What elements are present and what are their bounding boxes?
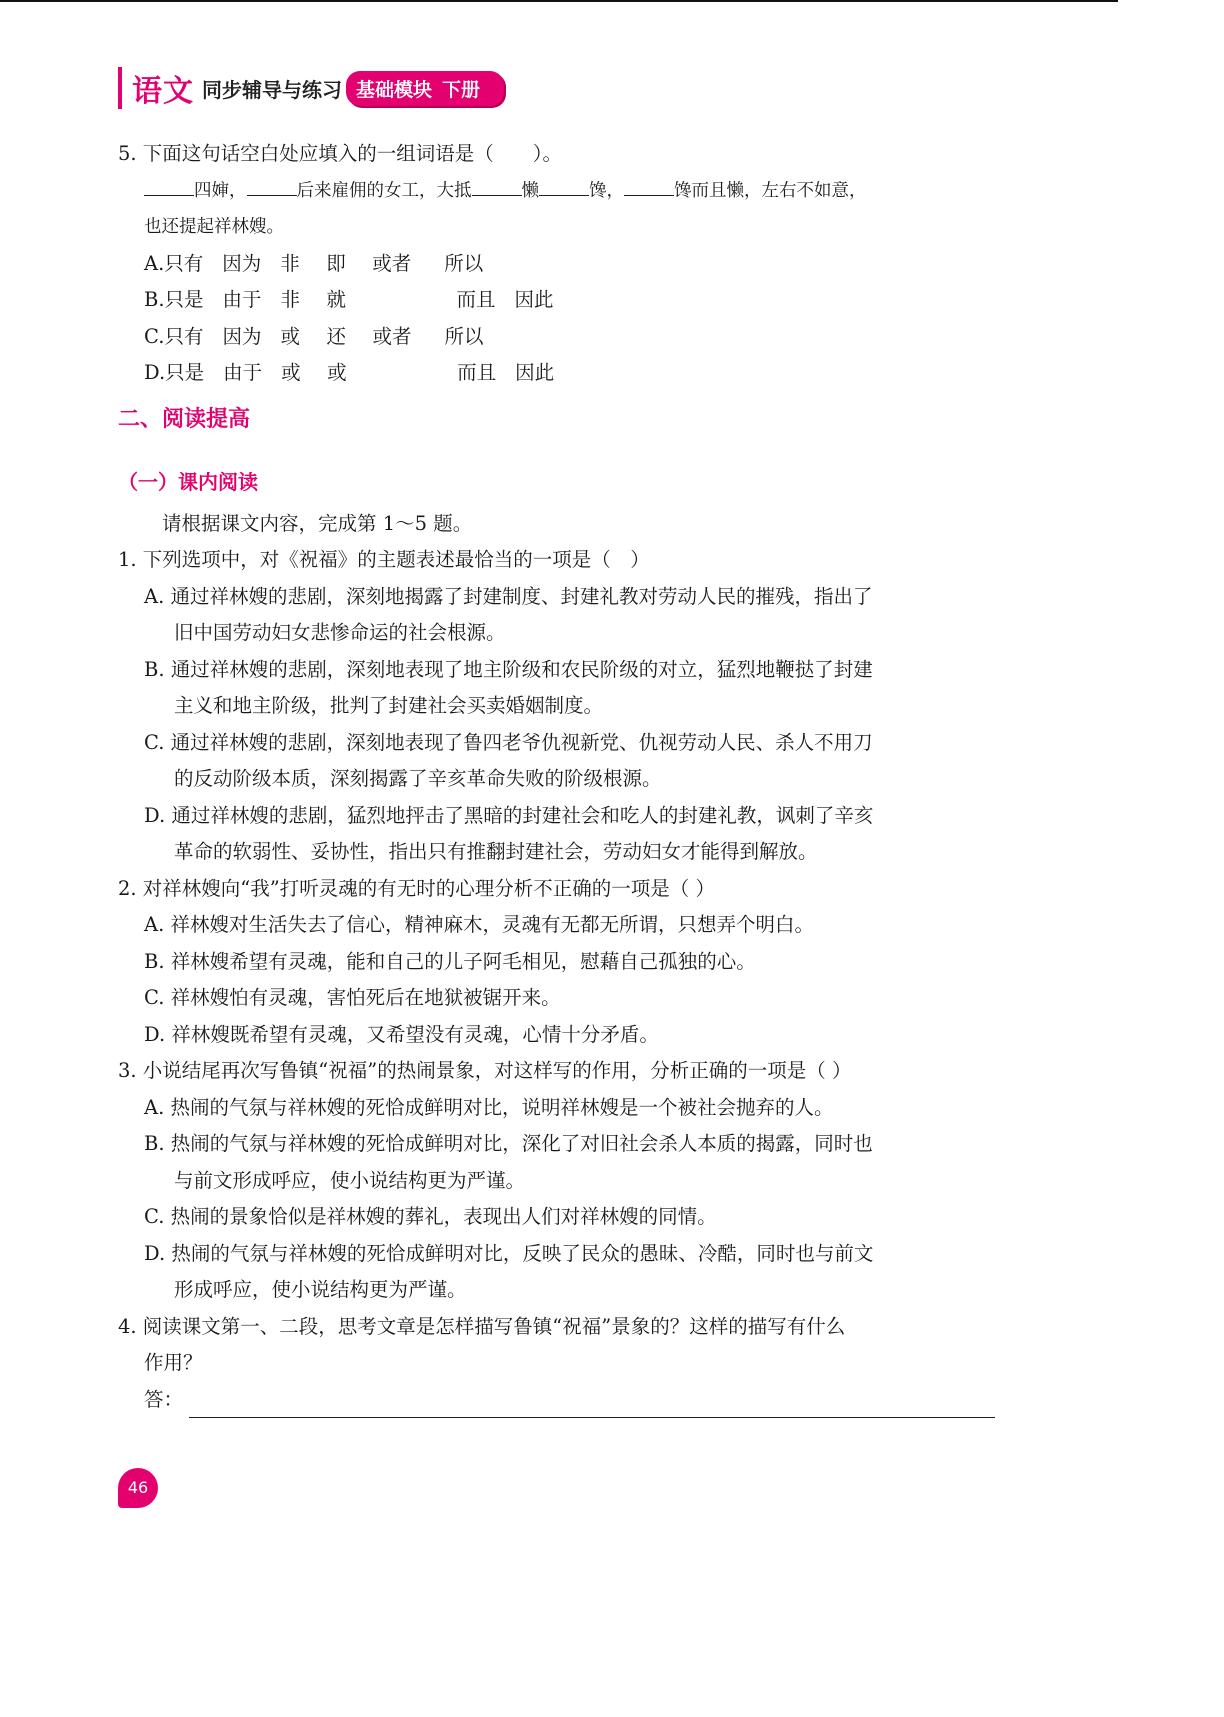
fill-sentence-line-2: 也还提起祥林嫂。: [144, 217, 284, 237]
fill-blank: [624, 177, 674, 196]
top-rule: [0, 0, 1118, 2]
option-line: B. 通过祥林嫂的悲剧，深刻地表现了地主阶级和农民阶级的对立，猛烈地鞭挞了封建: [144, 657, 873, 681]
sentence-text: 后来雇佣的女工，大抵: [296, 180, 472, 201]
option-word: 非: [280, 288, 301, 311]
option-line: D. 热闹的气氛与祥林嫂的死恰成鲜明对比，反映了民众的愚昧、冷酷，同时也与前文: [144, 1241, 874, 1265]
option-line: A. 祥林嫂对生活失去了信心，精神麻木，灵魂有无都无所谓，只想弄个明白。: [144, 913, 814, 936]
fill-blank: [144, 177, 194, 196]
option-word: 还: [326, 324, 346, 348]
question-stem-continued: 作用？: [144, 1351, 203, 1374]
option-word: 只有: [164, 251, 204, 275]
option-word: 非: [280, 251, 300, 275]
subsection-title: （一）课内阅读: [118, 469, 258, 494]
option-letter: A.: [144, 251, 165, 275]
option-word: 因为: [222, 324, 262, 348]
option-word: 就: [326, 288, 347, 311]
instruction-text: 请根据课文内容，完成第 1～5 题。: [162, 511, 473, 535]
option-word: 或者: [372, 324, 412, 348]
option-word: 或者: [372, 251, 412, 275]
question-stem: 5. 下面这句话空白处应填入的一组词语是（ ）。: [118, 142, 563, 165]
option-word: 或: [281, 361, 301, 384]
fill-blank: [472, 177, 522, 196]
option-word: 只是: [165, 361, 205, 384]
header-badge: [346, 71, 504, 106]
option-line-continued: 与前文形成呼应，使小说结构更为严谨。: [174, 1168, 526, 1192]
sentence-text: 四婶，: [194, 180, 247, 201]
option-word: 所以: [444, 324, 484, 348]
fill-sentence-line-1: [118, 173, 998, 210]
option-line: D. 祥林嫂既希望有灵魂，又希望没有灵魂，心情十分矛盾。: [144, 1022, 659, 1046]
option-b: [118, 282, 998, 319]
header-subject: 语文: [132, 74, 194, 109]
option-letter: D.: [144, 361, 166, 384]
option-word: 只是: [164, 288, 204, 311]
option-letter: B.: [144, 288, 165, 311]
option-word: 即: [326, 251, 346, 275]
page-number: 46: [118, 1468, 158, 1508]
header-accent-bar: [118, 67, 122, 109]
sentence-text: 懒: [521, 180, 539, 201]
option-line: A. 热闹的气氛与祥林嫂的死恰成鲜明对比，说明祥林嫂是一个被社会抛弃的人。: [144, 1095, 834, 1119]
option-line-continued: 的反动阶级本质，深刻揭露了辛亥革命失败的阶级根源。: [174, 767, 662, 790]
option-line: D. 通过祥林嫂的悲剧，猛烈地抨击了黑暗的封建社会和吃人的封建礼教，讽刺了辛亥: [144, 803, 874, 827]
option-line: C. 通过祥林嫂的悲剧，深刻地表现了鲁四老爷仇视新党、仇视劳动人民、杀人不用刀: [144, 730, 873, 754]
option-line: B. 祥林嫂希望有灵魂，能和自己的儿子阿毛相见，慰藉自己孤独的心。: [144, 949, 756, 973]
option-line: C. 祥林嫂怕有灵魂，害怕死后在地狱被锯开来。: [144, 986, 561, 1009]
option-word: 或: [327, 361, 347, 384]
header-badge-volume: 下册: [442, 78, 481, 101]
question-stem: 3. 小说结尾再次写鲁镇“祝福”的热闹景象，对这样写的作用，分析正确的一项是（ ）: [118, 1059, 852, 1082]
sentence-text: 馋而且懒，左右不如意，: [674, 180, 867, 201]
option-word: 因此: [514, 288, 554, 311]
answer-row: [118, 1382, 998, 1419]
option-word: 由于: [222, 288, 262, 311]
header-series: 同步辅导与练习: [202, 77, 342, 102]
option-word: 而且: [456, 288, 496, 311]
option-line: A. 通过祥林嫂的悲剧，深刻地揭露了封建制度、封建礼教对劳动人民的摧残，指出了: [144, 584, 873, 608]
option-c: [118, 319, 998, 356]
answer-input-line[interactable]: [189, 1391, 995, 1418]
answer-label: 答：: [144, 1387, 184, 1411]
option-line-continued: 主义和地主阶级，批判了封建社会买卖婚姻制度。: [174, 694, 604, 717]
option-line: C. 热闹的景象恰似是祥林嫂的葬礼，表现出人们对祥林嫂的同情。: [144, 1205, 717, 1228]
option-line-continued: 革命的软弱性、妥协性，指出只有推翻封建社会，劳动妇女才能得到解放。: [174, 840, 818, 863]
subsection-heading-row: [118, 444, 998, 506]
option-line-continued: 形成呼应，使小说结构更为严谨。: [174, 1278, 467, 1301]
question-stem: 2. 对祥林嫂向“我”打听灵魂的有无时的心理分析不正确的一项是（ ）: [118, 876, 715, 900]
option-word: 或: [280, 324, 300, 348]
option-line-continued: 旧中国劳动妇女悲惨命运的社会根源。: [174, 621, 506, 644]
option-word: 由于: [223, 361, 263, 384]
fill-blank: [247, 177, 297, 196]
option-letter: C.: [144, 324, 165, 348]
page-content: [118, 136, 998, 1418]
header-badge-module: 基础模块: [356, 78, 433, 101]
question-stem: 4. 阅读课文第一、二段，思考文章是怎样描写鲁镇“祝福”景象的？这样的描写有什么: [118, 1314, 846, 1338]
option-word: 因此: [515, 361, 555, 384]
option-word: 只有: [164, 324, 204, 348]
fill-blank: [539, 177, 589, 196]
option-word: 因为: [222, 251, 262, 275]
sentence-text: 馋，: [589, 180, 624, 201]
option-word: 所以: [444, 251, 484, 275]
option-word: 而且: [457, 361, 497, 384]
option-line: B. 热闹的气氛与祥林嫂的死恰成鲜明对比，深化了对旧社会杀人本质的揭露，同时也: [144, 1132, 873, 1155]
option-d: [118, 355, 998, 392]
section-heading-row: [118, 392, 998, 444]
page-header: [118, 66, 504, 110]
question-stem: 1. 下列选项中，对《祝福》的主题表述最恰当的一项是（ ）: [118, 548, 650, 571]
option-a: [118, 246, 998, 283]
section-title: 二、阅读提高: [118, 406, 251, 432]
